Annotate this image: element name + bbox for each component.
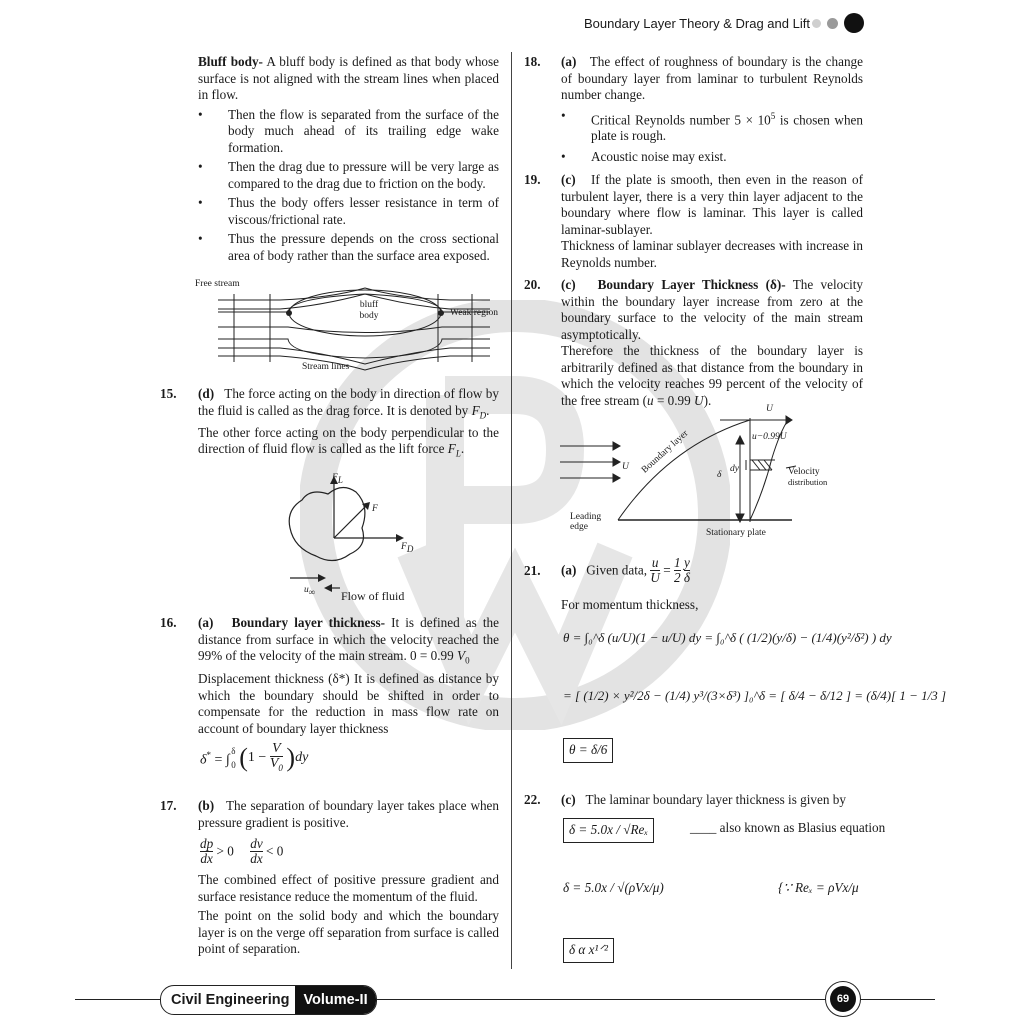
q21-line2: = [ (1/2) × y²/2δ − (1/4) y³/(3×δ³) ]₀^δ = [ δ/4 − δ/12 ] = (δ/4)[ 1 − 1/3 ]	[563, 688, 947, 703]
force-fd-label: $F_D$	[401, 542, 414, 554]
q17-text2: The combined effect of positive pressure gradient and surface resistance reduce the momentum of the fluid.	[198, 872, 499, 904]
bluff-def: A bluff body is defined as that body whose surface is not aligned with the stream lines when placed in flow.	[198, 54, 500, 102]
q21-line1: θ = ∫₀^δ (u/U)(1 − u/U) dy = ∫₀^δ ( (1/2)(y/δ) − (1/4)(y²/δ²) ) dy	[563, 630, 892, 645]
q17-number: 17.	[160, 798, 177, 813]
q19-number: 19.	[524, 172, 541, 187]
q17-gradients: $\frac{dp}{dx}$ > 0 $\frac{dv}{dx}$ < 0	[200, 836, 284, 866]
force-f-label: F	[372, 504, 378, 514]
q15-number: 15.	[160, 386, 177, 401]
q20-number: 20.	[524, 277, 541, 292]
fig-stream-lines-label: Stream lines	[302, 362, 350, 372]
force-fl-label: $F_L$	[332, 473, 343, 485]
running-header	[584, 16, 810, 33]
q16-number: 16.	[160, 615, 177, 630]
bl-u-left-label: U	[622, 462, 629, 472]
bl-velocity-label: Velocity	[788, 467, 820, 477]
q18-body: (a) The effect of roughness of boundary is the change of boundary layer from laminar to turbulent Reynolds number change. • Critical Reynolds number $5 \times 10^5$ is chosen when plate is rough. • Acoustic noise may exist.	[561, 54, 864, 164]
fig-bluff-label: bluff	[359, 300, 379, 310]
q17-text3: The point on the solid body and which the boundary layer is on the verge off separation from surface is called point of separation.	[198, 908, 499, 956]
bluff-definition	[198, 54, 499, 104]
fig-body-label: body	[359, 311, 379, 321]
q15-option: (d)	[198, 386, 215, 401]
bl-dy-label: dy	[730, 464, 739, 474]
footer-subject: Civil Engineering	[171, 991, 290, 1008]
bl-edge-label: edge	[570, 522, 588, 532]
q21-given: (a) Given data, $\frac{u}{U}$ = $\frac{1}{2}$ $\frac{y}{\delta}$	[561, 555, 690, 585]
dot-mid-icon	[827, 18, 838, 29]
bluff-bullet: • Thus the pressure depends on the cross sectional area of body rather than the surface area exposed.	[198, 231, 499, 263]
q18-number: 18.	[524, 54, 541, 69]
bluff-bullet: • Then the drag due to pressure will be very large as compared to the drag due to friction on the body.	[198, 159, 499, 191]
q17-text1: The separation of boundary layer takes place when pressure gradient is positive.	[198, 798, 500, 830]
q18-bullet: • Acoustic noise may exist.	[561, 148, 727, 164]
q18-bullet: • Critical Reynolds number $5 \times 10^5$ is chosen when plate is rough.	[561, 107, 864, 144]
bluff-bullet: • Thus the body offers lesser resistance in term of viscous/frictional rate.	[198, 195, 499, 227]
bluff-bullet: • Then the flow is separated from the surface of the body much ahead of its trailing edge wake formation.	[198, 106, 499, 155]
footer-volume: Volume-II	[295, 986, 375, 1014]
dot-light-icon	[812, 19, 821, 28]
q16-term: Boundary layer thickness-	[231, 615, 386, 630]
page-number: 69	[830, 986, 856, 1012]
q22-number: 22.	[524, 792, 541, 807]
q20-body: (c) Boundary Layer Thickness (δ)- The velocity within the boundary layer increase from zero at the boundary surface to the velocity of the main stream asymptotically. Therefore the thickness of the boundary layer is arbitrarily defined as that distance from the boundary in which the velocity reaches 99 percent of the velocity of the free stream (u = 0.99 U).	[561, 277, 863, 408]
q21-momentum-text: For momentum thickness,	[561, 597, 699, 612]
bl-u-top-label: U	[766, 404, 773, 414]
q22-eq2: δ = 5.0x / √(ρVx/μ)	[563, 880, 664, 895]
q16-text2: Displacement thickness (δ*) It is defined as distance by which the boundary should be shifted in order to compensate for the reduction in mass flow rate on account of boundary layer thickness	[198, 671, 499, 736]
q22-text: (c) The laminar boundary layer thickness is given by	[561, 792, 846, 807]
q19-body: (c) If the plate is smooth, then even in the reason of turbulent layer, there is a very thin layer adjacent to the boundary where flow is laminar. This layer is called laminar-sublayer. Thickness of laminar sublayer decreases with increase in Reynolds number.	[561, 172, 863, 270]
bluff-term: Bluff body-	[198, 54, 263, 69]
q22-eq1-note: ____ also known as Blasius equation	[690, 820, 886, 835]
force-diagram	[280, 470, 420, 600]
bl-delta-label: δ	[717, 470, 722, 480]
fig-weak-region-label: Weak region	[450, 308, 499, 318]
fig-free-stream-label: Free stream	[195, 279, 240, 289]
q15-body: (d) The force acting on the body in direction of flow by the fluid is called as the drag force. It is denoted by $F_D$. The other force acting on the body perpendicular to the direction of fluid flow is called as the lift force $F_L$.	[198, 386, 499, 459]
dot-dark-icon	[844, 13, 864, 33]
column-divider	[511, 52, 512, 969]
bl-plate-label: Stationary plate	[706, 528, 766, 538]
q21-number: 21.	[524, 563, 541, 578]
q22-answer: δ α x¹ᐟ²	[563, 938, 614, 963]
header-title: Boundary Layer Theory & Drag and Lift	[584, 16, 810, 31]
bl-boundary-layer-label: Boundary layer	[640, 428, 691, 476]
bluff-body-diagram	[190, 276, 510, 376]
bluff-body-section	[198, 54, 499, 264]
q22-eq2-note: {∵ Reₓ = ρVx/μ	[778, 880, 859, 895]
bl-distribution-label: distribution	[788, 477, 828, 487]
force-u-label: $u_\infty$	[304, 585, 316, 597]
q21-answer: θ = δ/6	[563, 738, 613, 763]
q15-text2: The other force acting on the body perpendicular to the direction of fluid flow is called as the lift force	[198, 424, 499, 457]
footer-badge	[160, 985, 377, 1015]
q22-eq1: δ = 5.0x / √Reₓ	[563, 818, 654, 843]
flow-of-fluid-label: Flow of fluid	[341, 589, 405, 603]
bl-leading-label: Leading	[570, 512, 602, 522]
bl-u099-label: u−0.99U	[752, 432, 787, 442]
q16-body: (a) Boundary layer thickness- It is defined as the distance from surface in which the velocity reached the 99% of the velocity of the main stream. 0 = 0.99 $V_0$ Displacement thickness (δ*) It is defined as distance by which the boundary should be shifted in order to compensate for the reduction in mass flow rate on account of boundary layer thickness	[198, 615, 499, 736]
q17-body: (b) The separation of boundary layer takes place when pressure gradient is positive. $\frac{dp}{dx}$ > 0 $\frac{dv}{dx}$ < 0 The combined effect of positive pressure gradient and surface resistance reduce the momentum of the fluid. The point on the solid body and which the boundary layer is on the verge off separation from surface is called point of separation.	[198, 798, 500, 956]
q15-text1: The force acting on the body in direction of flow by the fluid is called as the drag force. It is denoted by	[198, 386, 499, 418]
q16-equation: δ* = ∫ δ 0 (1 − $\frac{V}{V_0}$ )dy	[200, 741, 309, 773]
